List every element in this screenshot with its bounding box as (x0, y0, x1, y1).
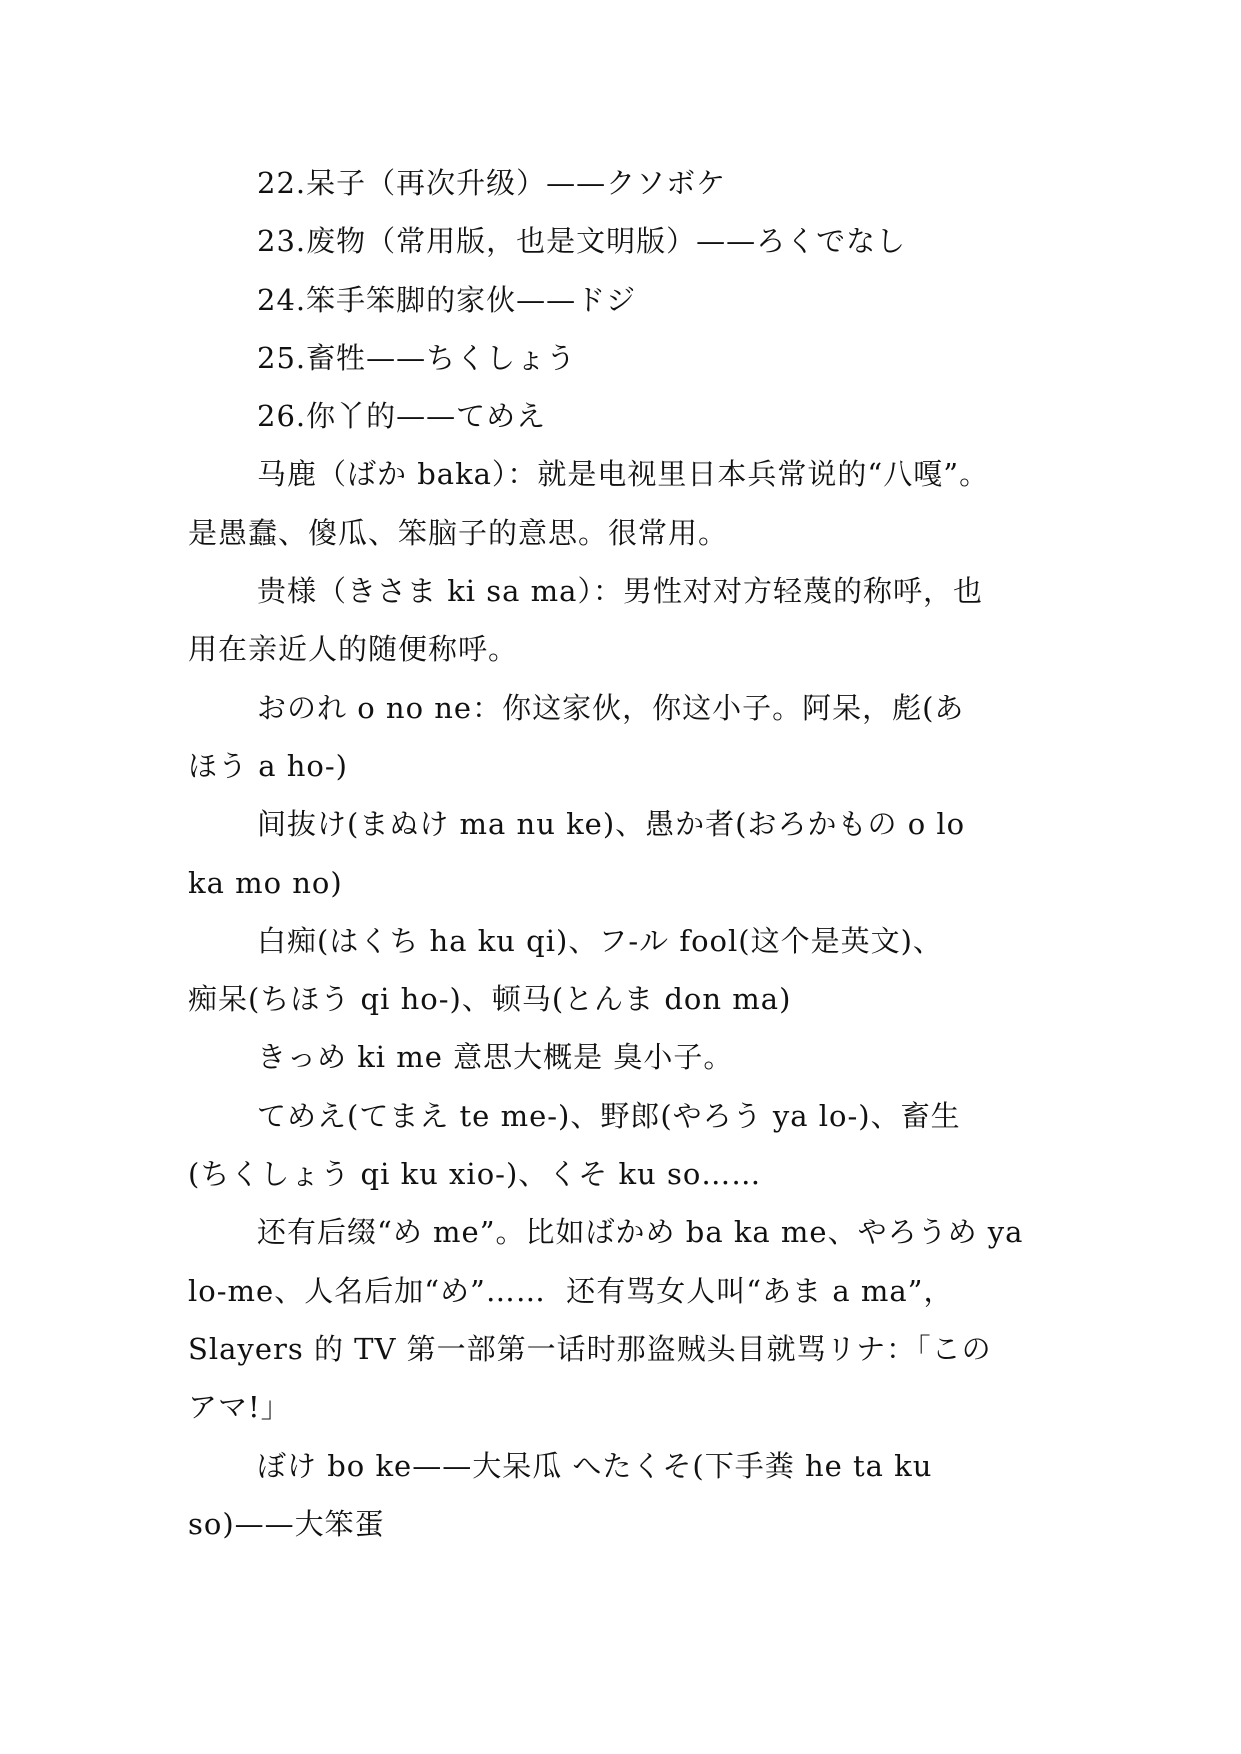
document-body (188, 154, 1050, 1553)
paragraph-boke (188, 1437, 1050, 1554)
list-item-22: 22.呆子（再次升级）——クソボケ (257, 166, 727, 200)
paragraph-line: 马鹿（ばか baka）：就是电视里日本兵常说的“八嘎”。 (257, 457, 990, 492)
paragraph-line: (ちくしょう qi ku xio-)、くそ ku so…… (188, 1157, 762, 1192)
paragraph-suffix-me (188, 1203, 1050, 1436)
paragraph-line: ka mo no) (188, 865, 343, 900)
paragraph-line: 是愚蠢、傻瓜、笨脑子的意思。很常用。 (188, 515, 729, 550)
paragraph-line: てめえ(てまえ te me-)、野郎(やろう ya lo-)、畜生 (257, 1098, 961, 1133)
paragraph-line: 贵様（きさま ki sa ma）：男性对对方轻蔑的称呼，也 (257, 574, 983, 609)
list-item-26: 26.你丫的——てめえ (257, 399, 547, 434)
paragraph-line: きっめ ki me 意思大概是 臭小子。 (257, 1040, 734, 1075)
paragraph-kime (188, 1028, 1050, 1086)
list-item-23: 23.废物（常用版，也是文明版）——ろくでなし (257, 224, 907, 259)
paragraph-line: so)——大笨蛋 (188, 1506, 385, 1541)
list-item-25: 25.畜牲——ちくしょう (257, 340, 577, 375)
paragraph-line: lo-me、人名后加“め”…… 还有骂女人叫“あま a ma”， (188, 1273, 954, 1308)
paragraph-line: おのれ o no ne：你这家伙，你这小子。阿呆，彪(あ (257, 690, 965, 725)
paragraph-temee (188, 1087, 1050, 1204)
paragraph-line: ほう a ho-) (188, 748, 348, 783)
paragraph-hakuchi (188, 912, 1050, 1029)
paragraph-kisama (188, 562, 1050, 679)
paragraph-line: 痴呆(ちほう qi ho-)、顿马(とんま don ma) (188, 982, 792, 1017)
paragraph-line: アマ!」 (188, 1390, 291, 1425)
paragraph-line: 间抜け(まぬけ ma nu ke)、愚か者(おろかもの o lo (257, 807, 966, 842)
paragraph-line: 用在亲近人的随便称呼。 (188, 632, 519, 667)
paragraph-line: 还有后缀“め me”。比如ばかめ ba ka me、やろうめ ya (257, 1215, 1024, 1250)
paragraph-baka (188, 445, 1050, 562)
paragraph-line: Slayers 的 TV 第一部第一话时那盗贼头目就骂リナ：「この (188, 1331, 992, 1366)
list-item-24: 24.笨手笨脚的家伙——ドジ (257, 282, 637, 317)
paragraph-line: ぼけ bo ke——大呆瓜 へたくそ(下手粪 he ta ku (257, 1448, 933, 1483)
paragraph-onore (188, 679, 1050, 796)
paragraph-manuke (188, 795, 1050, 912)
paragraph-line: 白痴(はくち ha ku qi)、フ-ル fool(这个是英文)、 (257, 923, 943, 958)
